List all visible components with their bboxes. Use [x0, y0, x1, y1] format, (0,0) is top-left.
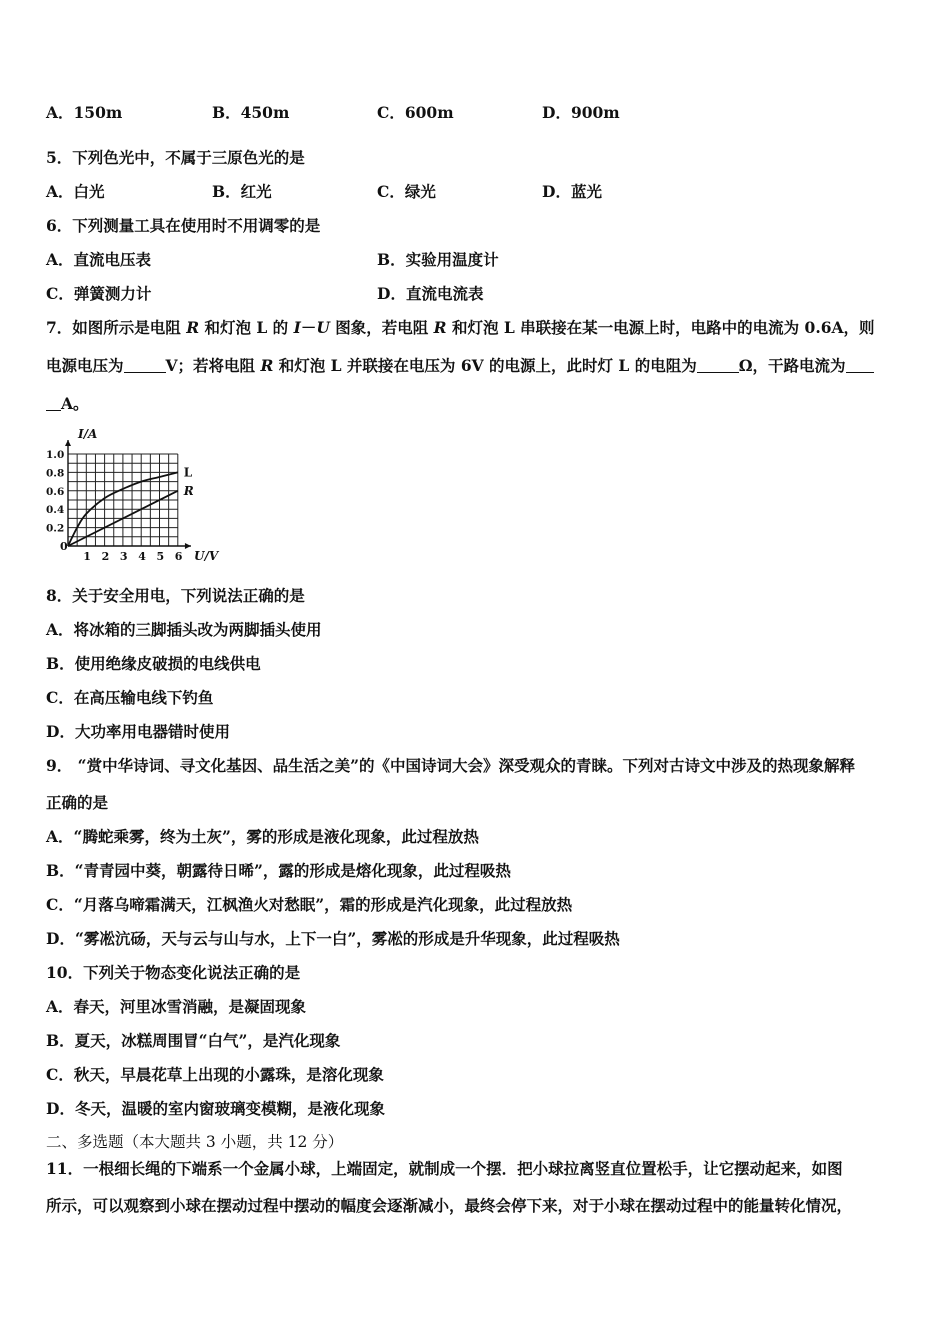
x-tick-label: 6: [174, 550, 183, 563]
q6-option-c: C．弹簧测力计: [46, 284, 152, 303]
q7-line-2: [46, 356, 874, 376]
q8-option-d: D．大功率用电器错时使用: [46, 722, 230, 741]
origin-label: 0: [60, 540, 68, 553]
q4-option-d: D．900m: [542, 103, 620, 122]
x-tick-label: 4: [138, 550, 146, 563]
q10-option-a: A．春天，河里冰雪消融，是凝固现象: [46, 997, 307, 1016]
q7-text: 和灯泡 L 并联接在电压为 6V 的电源上，此时灯 L 的电阻为: [273, 356, 697, 375]
q5-option-b: B．红光: [212, 182, 272, 201]
section-heading: 二、多选题（本大题共 3 小题，共 12 分）: [46, 1133, 344, 1151]
q8-option-b: B．使用绝缘皮破损的电线供电: [46, 654, 261, 673]
q7-text: 和灯泡 L 的: [199, 318, 294, 337]
q9-option-c: C．“月落乌啼霜满天，江枫渔火对愁眠”，霜的形成是汽化现象，此过程放热: [46, 895, 573, 914]
var-r: R: [186, 318, 200, 337]
q11-line-2: 所示，可以观察到小球在摆动过程中摆动的幅度会逐渐减小，最终会停下来，对于小球在摆动过程中的能量转化情况，: [46, 1196, 853, 1215]
q5-option-d: D．蓝光: [542, 182, 602, 201]
q9-stem-line-2: 正确的是: [46, 793, 109, 812]
x-axis-label: U/V: [194, 549, 219, 563]
q7-text: A。: [61, 394, 89, 413]
q6-stem: 6．下列测量工具在使用时不用调零的是: [46, 216, 321, 235]
q7-text: －: [300, 318, 317, 337]
q10-stem: 10．下列关于物态变化说法正确的是: [46, 963, 301, 982]
q9-option-d: D．“雾凇沆砀，天与云与山与水，上下一白”，雾凇的形成是升华现象，此过程吸热: [46, 929, 620, 948]
q8-stem: 8．关于安全用电，下列说法正确的是: [46, 586, 305, 605]
y-tick-label: 0.8: [46, 467, 65, 480]
q7-text: 和灯泡 L 串联接在某一电源上时，电路中的电流为 0.6A，则: [446, 318, 875, 337]
q9-option-a: A．“腾蛇乘雾，终为土灰”，雾的形成是液化现象，此过程放热: [46, 827, 479, 846]
answer-blank-current-cont[interactable]: [46, 395, 61, 411]
q11-line-1: 11．一根细长绳的下端系一个金属小球，上端固定，就制成一个摆．把小球拉离竖直位置松手，让它摆动起来，如图: [46, 1159, 843, 1178]
q9-stem-line-1: 9． “赏中华诗词、寻文化基因、品生活之美”的《中国诗词大会》深受观众的青睐。下列对古诗文中涉及的热现象解释: [46, 756, 856, 775]
y-tick-label: 0.2: [46, 522, 65, 535]
answer-blank-resistance[interactable]: [697, 357, 739, 373]
x-axis-arrow: [185, 543, 191, 549]
chart-series: [68, 465, 194, 546]
q9-option-b: B．“青青园中葵，朝露待日晞”，露的形成是熔化现象，此过程吸热: [46, 861, 511, 880]
y-axis-label: I/A: [78, 427, 98, 441]
series-label-r: R: [183, 483, 194, 498]
q7-text: Ω，干路电流为: [738, 356, 846, 375]
q4-option-c: C．600m: [377, 103, 454, 122]
q8-option-a: A．将冰箱的三脚插头改为两脚插头使用: [46, 620, 322, 639]
q5-option-a: A．白光: [46, 182, 105, 201]
q10-option-c: C．秋天，早晨花草上出现的小露珠，是溶化现象: [46, 1065, 384, 1084]
series-label-l: L: [183, 465, 193, 480]
x-tick-label: 1: [83, 550, 91, 563]
x-tick-label: 3: [119, 550, 128, 563]
q10-option-b: B．夏天，冰糕周围冒“白气”，是汽化现象: [46, 1031, 341, 1050]
x-tick-label: 5: [156, 550, 165, 563]
q7-line-3: [46, 394, 89, 414]
q7-text: 图象，若电阻: [329, 318, 434, 337]
q7-line-1: [46, 318, 875, 338]
var-r: R: [433, 318, 447, 337]
q7-text: 7．如图所示是电阻: [46, 318, 187, 337]
y-tick-label: 0.6: [46, 485, 65, 498]
y-tick-label: 1.0: [46, 449, 65, 461]
var-i: I: [293, 318, 301, 337]
q5-option-c: C．绿光: [377, 182, 436, 201]
q4-option-b: B．450m: [212, 103, 290, 122]
q8-option-c: C．在高压输电线下钓鱼: [46, 688, 214, 707]
answer-blank-current[interactable]: [846, 357, 874, 373]
q6-option-d: D．直流电流表: [377, 284, 484, 303]
q4-option-a: A．150m: [46, 103, 123, 122]
var-r: R: [260, 356, 274, 375]
q7-text: V；若将电阻: [165, 356, 261, 375]
x-tick-label: 2: [101, 550, 110, 563]
var-u: U: [316, 318, 330, 337]
q10-option-d: D．冬天，温暖的室内窗玻璃变模糊，是液化现象: [46, 1099, 385, 1118]
q5-stem: 5．下列色光中，不属于三原色光的是: [46, 148, 305, 167]
q7-text: 电源电压为: [46, 356, 124, 375]
answer-blank-voltage[interactable]: [124, 357, 166, 373]
iu-graph: [40, 420, 240, 565]
q6-option-a: A．直流电压表: [46, 250, 152, 269]
q6-option-b: B．实验用温度计: [377, 250, 499, 269]
y-axis-arrow: [65, 440, 71, 446]
y-tick-label: 0.4: [46, 504, 65, 517]
